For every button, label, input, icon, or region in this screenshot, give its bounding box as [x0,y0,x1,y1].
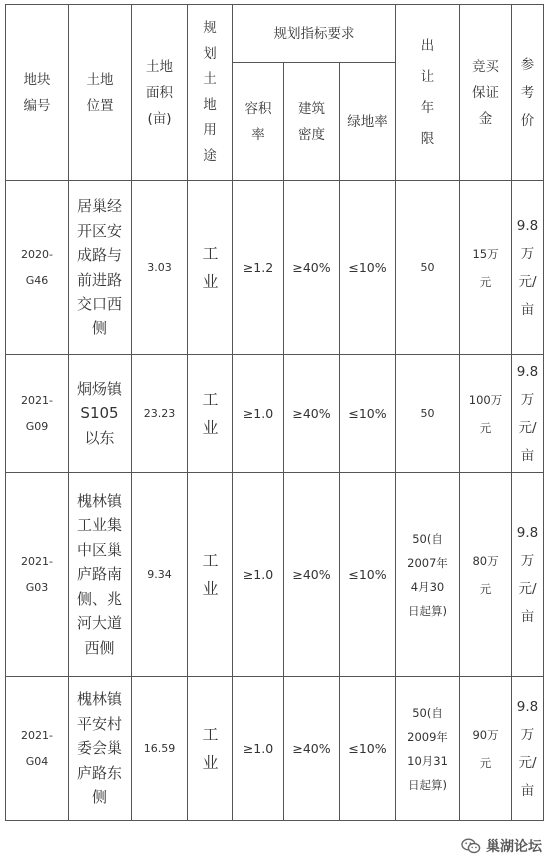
watermark-text: 巢湖论坛 [486,839,542,855]
cell-area: 3.03 [132,181,188,355]
header-indicators-group: 规划指标要求 [233,5,396,63]
table-row [6,473,544,677]
header-location [69,5,132,181]
header-far-text: 容积率 [244,100,272,143]
cell-density: ≥40% [284,473,340,677]
header-code [6,5,69,181]
cell-price [512,677,544,821]
cell-deposit-text: 15万元 [472,246,499,289]
cell-location: 烔炀镇S105以东 [69,355,132,473]
cell-code [6,355,69,473]
header-location-text: 土地位置 [86,71,114,114]
cell-price-text: 9.8万元/亩 [516,698,539,799]
cell-green: ≤10% [340,181,396,355]
cell-use-text: 工业 [202,550,219,598]
cell-far: ≥1.0 [233,677,284,821]
header-row-1 [6,5,544,63]
cell-density: ≥40% [284,677,340,821]
cell-deposit [460,473,512,677]
cell-use-text: 工业 [202,389,219,437]
cell-code [6,677,69,821]
cell-deposit [460,181,512,355]
watermark [461,836,542,856]
cell-price-text: 9.8万元/亩 [516,363,539,464]
cell-far: ≥1.0 [233,355,284,473]
cell-term: 50 [396,181,460,355]
cell-use [188,677,233,821]
header-price [512,5,544,181]
cell-use-text: 工业 [202,724,219,772]
cell-price [512,181,544,355]
cell-area: 23.23 [132,355,188,473]
header-density [284,63,340,181]
table-row [6,181,544,355]
header-green: 绿地率 [340,63,396,181]
land-parcel-table [5,4,544,821]
cell-price-text: 9.8万元/亩 [516,524,539,625]
cell-use [188,473,233,677]
cell-green: ≤10% [340,677,396,821]
header-deposit-text: 竞买保证金 [472,58,500,127]
cell-deposit-text: 90万元 [472,727,499,770]
header-term-text: 出让年限 [420,37,435,147]
cell-location: 居巢经开区安成路与前进路交口西侧 [69,181,132,355]
cell-use-text: 工业 [202,243,219,291]
cell-area: 16.59 [132,677,188,821]
cell-area: 9.34 [132,473,188,677]
header-deposit [460,5,512,181]
table-row [6,355,544,473]
wechat-icon [461,838,481,854]
cell-far: ≥1.2 [233,181,284,355]
cell-density: ≥40% [284,355,340,473]
cell-use [188,181,233,355]
cell-deposit-text: 100万元 [468,392,503,435]
cell-code [6,473,69,677]
header-density-text: 建筑密度 [298,100,325,143]
header-area [132,5,188,181]
cell-term [396,473,460,677]
cell-far: ≥1.0 [233,473,284,677]
cell-green: ≤10% [340,473,396,677]
cell-code-text: 2020-G46 [21,247,53,287]
cell-price [512,355,544,473]
header-far [233,63,284,181]
cell-term [396,677,460,821]
header-code-text: 地块编号 [23,71,51,114]
cell-code-text: 2021-G09 [21,393,53,433]
cell-price [512,473,544,677]
header-use [188,5,233,181]
cell-code-text: 2021-G04 [21,728,53,768]
cell-use [188,355,233,473]
cell-term: 50 [396,355,460,473]
header-area-text: 土地面积(亩) [146,58,173,127]
cell-location: 槐林镇工业集中区巢庐路南侧、兆河大道西侧 [69,473,132,677]
cell-price-text: 9.8万元/亩 [516,217,539,318]
header-use-text: 规划土地用途 [203,20,217,164]
cell-term-text: 50(自2009年10月31日起算) [407,705,448,792]
cell-density: ≥40% [284,181,340,355]
cell-deposit [460,677,512,821]
header-price-text: 参考价 [520,56,535,129]
cell-location: 槐林镇平安村委会巢庐路东侧 [69,677,132,821]
cell-green: ≤10% [340,355,396,473]
cell-deposit [460,355,512,473]
cell-code [6,181,69,355]
cell-code-text: 2021-G03 [21,554,53,594]
cell-deposit-text: 80万元 [472,553,499,596]
header-term [396,5,460,181]
table-row [6,677,544,821]
cell-term-text: 50(自2007年4月30日起算) [407,531,448,618]
